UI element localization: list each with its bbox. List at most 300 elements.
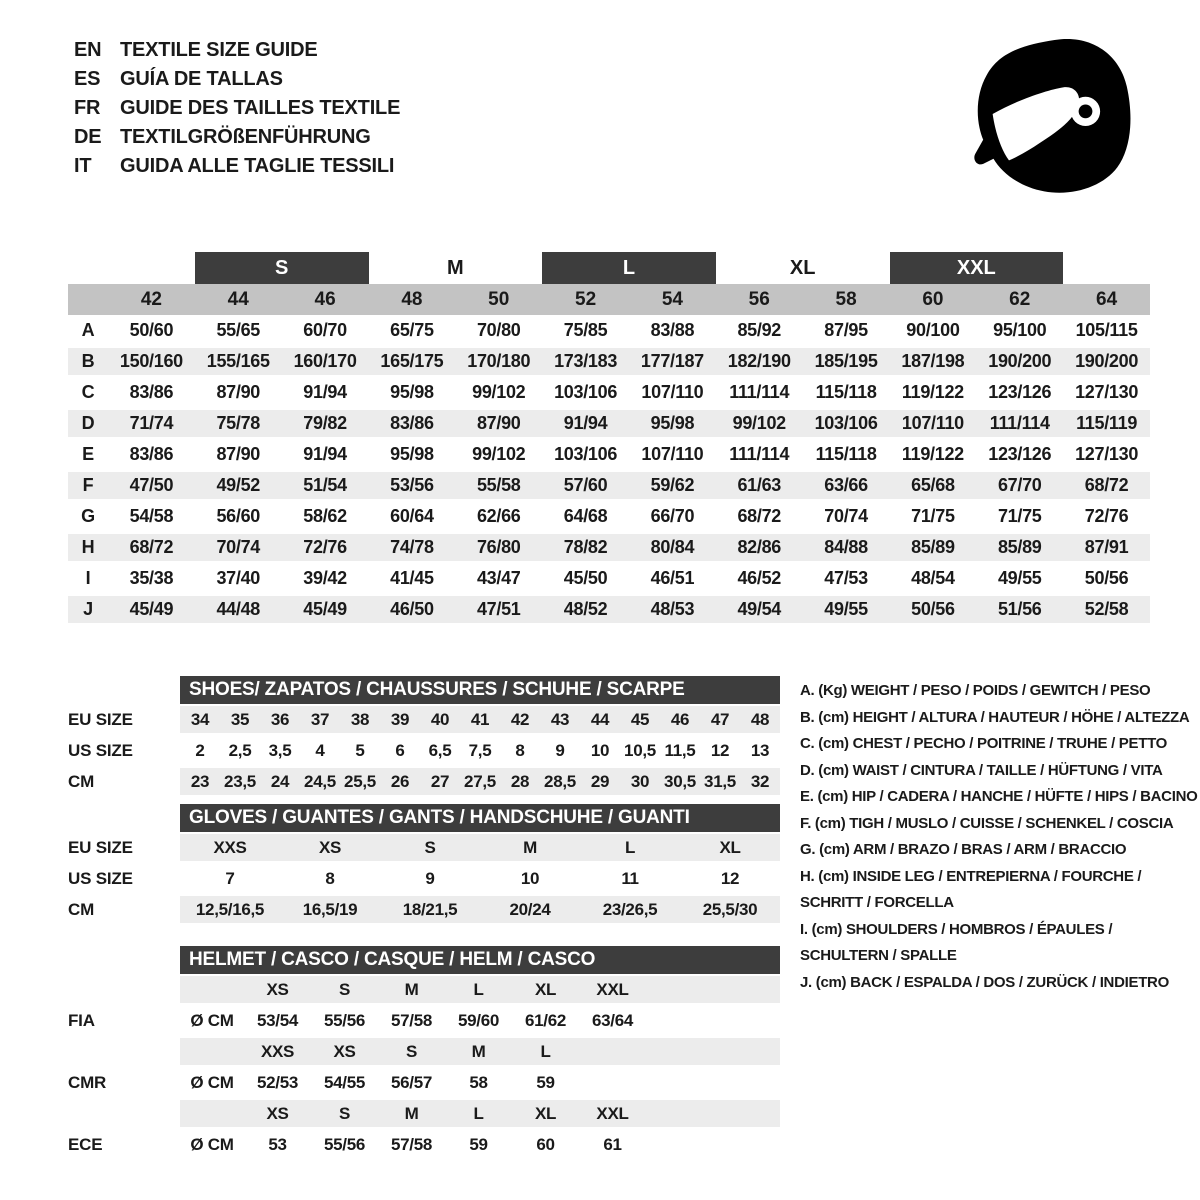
measure-row: [68, 501, 1150, 532]
measure-value: 67/70: [997, 475, 1042, 495]
legend-line: SCHULTERN / SPALLE: [800, 947, 957, 964]
size-number-band: [68, 284, 1150, 315]
measure-value: 55/58: [476, 475, 521, 495]
value-cell: 27: [430, 771, 450, 791]
value-cell: 9: [425, 868, 435, 888]
measure-value: 68/72: [737, 506, 782, 526]
measure-value: 50/56: [911, 599, 955, 619]
value-cell: 28,5: [544, 771, 576, 791]
measure-value: 91/94: [303, 444, 347, 464]
measure-value: 45/49: [303, 599, 347, 619]
measure-value: 49/55: [824, 599, 868, 619]
textile-size-table: [68, 252, 1150, 625]
language-code: IT: [74, 155, 92, 177]
legend-line: F. (cm) TIGH / MUSLO / CUISSE / SCHENKEL / COSCIA: [800, 814, 1174, 832]
measure-value: 46/50: [390, 599, 434, 619]
measure-value: 111/114: [989, 413, 1050, 433]
measure-value: 61/63: [737, 475, 782, 495]
language-code: FR: [74, 97, 101, 119]
value-cell: 5: [355, 740, 365, 760]
legend-line: J. (cm) BACK / ESPALDA / DOS / ZURÜCK / INDIETRO: [800, 973, 1169, 991]
measure-value: 99/102: [472, 382, 526, 402]
value-cell: 4: [315, 740, 325, 760]
value-cell: 10: [590, 740, 610, 760]
value-cell: 7,5: [468, 740, 492, 760]
value-cell: 38: [350, 709, 370, 729]
value-cell: 31,5: [704, 771, 736, 791]
size-number: 64: [1096, 288, 1118, 310]
measure-value: 60/70: [303, 320, 347, 340]
row-letter: G: [81, 506, 95, 526]
measure-value: 83/88: [650, 320, 695, 340]
value-cell: L: [473, 979, 484, 999]
measure-value: 95/98: [650, 413, 695, 433]
value-cell: 59: [469, 1134, 488, 1154]
value-cell: 57/58: [390, 1010, 433, 1030]
row-cells: [180, 894, 780, 925]
guide-title: GUIDE DES TAILLES TEXTILE: [120, 97, 401, 119]
row-cells: [180, 735, 780, 766]
unit-cell: Ø CM: [190, 1134, 234, 1154]
measure-value: 58/62: [303, 506, 347, 526]
row-label: FIA: [68, 1010, 95, 1030]
measure-value: 105/115: [1075, 320, 1138, 340]
size-number: 42: [140, 288, 162, 310]
measure-value: 177/187: [640, 351, 704, 371]
row-cells: [180, 766, 780, 797]
value-cell: 47: [710, 709, 730, 729]
legend-line: G. (cm) ARM / BRAZO / BRAS / ARM / BRACCIO: [800, 841, 1127, 858]
measure-value: 48/54: [911, 568, 955, 588]
gloves-size-table: [68, 804, 780, 925]
measure-value: 65/75: [390, 320, 434, 340]
measure-value: 87/95: [824, 320, 868, 340]
value-cell: 36: [270, 709, 290, 729]
value-cell: 8: [325, 868, 335, 888]
value-cell: 18/21,5: [402, 899, 458, 919]
measure-value: 150/160: [119, 351, 183, 371]
value-cell: 24: [270, 771, 290, 791]
gloves-table-title: GLOVES / GUANTES / GANTS / HANDSCHUHE / GUANTI: [180, 804, 780, 832]
value-cell: 41: [470, 709, 490, 729]
measure-value: 51/56: [997, 599, 1042, 619]
value-cell: 52/53: [256, 1072, 299, 1092]
row-label: [68, 1036, 180, 1067]
helmet-table-title: HELMET / CASCO / CASQUE / HELM / CASCO: [180, 946, 780, 974]
row-cells: [180, 1067, 780, 1098]
row-label: ECE: [68, 1134, 103, 1154]
value-cell: 7: [225, 868, 235, 888]
measure-value: 87/91: [1084, 537, 1129, 557]
measure-value: 190/200: [988, 351, 1052, 371]
measure-value: 49/52: [216, 475, 261, 495]
value-cell: 10: [520, 868, 540, 888]
size-group-header: [68, 252, 1150, 284]
unit-cell: Ø CM: [190, 1072, 234, 1092]
language-row: [74, 123, 400, 152]
language-code: EN: [74, 39, 102, 61]
value-cell: 53: [268, 1134, 287, 1154]
language-code: DE: [74, 126, 102, 148]
measure-value: 107/110: [901, 413, 964, 433]
value-cell: 46: [670, 709, 690, 729]
measure-value: 123/126: [988, 444, 1052, 464]
measure-row: [68, 470, 1150, 501]
helmet-size-table: [68, 946, 780, 1160]
measure-value: 80/84: [650, 537, 695, 557]
measure-value: 70/74: [216, 537, 261, 557]
value-cell: 10,5: [624, 740, 656, 760]
row-label: US SIZE: [68, 740, 133, 760]
measure-value: 127/130: [1075, 382, 1139, 402]
size-group-xxl: XXL: [890, 252, 1064, 284]
value-cell: 55/56: [323, 1134, 366, 1154]
size-number: 58: [835, 288, 857, 310]
value-cell: 63/64: [591, 1010, 634, 1030]
value-cell: S: [405, 1041, 418, 1061]
value-cell: 55/56: [323, 1010, 366, 1030]
measure-value: 49/54: [737, 599, 782, 619]
size-number: 46: [314, 288, 336, 310]
language-row: [74, 94, 400, 123]
measure-value: 83/86: [390, 413, 434, 433]
measure-value: 43/47: [476, 568, 521, 588]
measure-value: 66/70: [650, 506, 695, 526]
value-cell: 11: [621, 868, 639, 888]
size-number: 48: [401, 288, 423, 310]
racing-helmet-icon: [972, 26, 1144, 208]
value-cell: XS: [318, 837, 342, 857]
measure-value: 68/72: [129, 537, 174, 557]
measurement-legend: [800, 678, 1198, 996]
measure-value: 50/60: [129, 320, 174, 340]
value-cell: 6,5: [428, 740, 452, 760]
size-number: 62: [1009, 288, 1031, 310]
measure-value: 103/106: [814, 413, 878, 433]
value-cell: 12: [710, 740, 730, 760]
value-cell: XL: [534, 1103, 557, 1123]
guide-title: TEXTILGRÖßENFÜHRUNG: [120, 126, 371, 148]
value-cell: 25,5/30: [702, 899, 758, 919]
measure-value: 87/90: [216, 382, 261, 402]
measure-row: [68, 563, 1150, 594]
language-row: [74, 152, 400, 181]
legend-line: A. (Kg) WEIGHT / PESO / POIDS / GEWITCH / PESO: [800, 682, 1151, 699]
value-cell: 16,5/19: [302, 899, 358, 919]
guide-title: GUIDA ALLE TAGLIE TESSILI: [120, 155, 395, 177]
value-cell: S: [424, 837, 436, 857]
language-code: ES: [74, 68, 101, 90]
value-cell: 53/54: [256, 1010, 299, 1030]
measure-value: 119/122: [901, 382, 964, 402]
measure-row: [68, 346, 1150, 377]
value-cell: XXS: [260, 1041, 295, 1061]
row-cells: [180, 1005, 780, 1036]
measure-value: 44/48: [216, 599, 261, 619]
value-cell: 6: [395, 740, 405, 760]
measure-value: 155/165: [206, 351, 270, 371]
row-label: EU SIZE: [68, 709, 133, 729]
value-cell: 35: [230, 709, 250, 729]
measure-value: 103/106: [554, 444, 618, 464]
measure-value: 63/66: [824, 475, 868, 495]
value-cell: 8: [515, 740, 525, 760]
measure-value: 83/86: [129, 444, 174, 464]
value-cell: 23,5: [224, 771, 256, 791]
row-cells: [180, 704, 780, 735]
measure-value: 47/53: [824, 568, 868, 588]
value-cell: 45: [630, 709, 650, 729]
measure-value: 107/110: [641, 382, 704, 402]
measure-value: 185/195: [814, 351, 878, 371]
measure-value: 49/55: [997, 568, 1042, 588]
value-cell: 28: [510, 771, 530, 791]
measure-value: 68/72: [1084, 475, 1129, 495]
row-letter: D: [81, 413, 95, 433]
row-label: EU SIZE: [68, 837, 133, 857]
measure-value: 55/65: [216, 320, 261, 340]
value-cell: 24,5: [304, 771, 336, 791]
row-cells: [180, 1036, 780, 1067]
value-cell: M: [471, 1041, 486, 1061]
measure-value: 99/102: [472, 444, 526, 464]
measure-value: 173/183: [554, 351, 618, 371]
value-cell: 13: [750, 740, 770, 760]
measure-value: 41/45: [390, 568, 434, 588]
row-label: CM: [68, 771, 95, 791]
measure-value: 91/94: [563, 413, 608, 433]
measure-value: 53/56: [390, 475, 434, 495]
value-cell: 27,5: [464, 771, 496, 791]
measure-value: 60/64: [390, 506, 434, 526]
value-cell: 44: [590, 709, 610, 729]
value-cell: XXS: [213, 837, 247, 857]
value-cell: 48: [750, 709, 770, 729]
value-cell: 61/62: [524, 1010, 567, 1030]
value-cell: 42: [510, 709, 530, 729]
measure-value: 95/98: [390, 382, 434, 402]
measure-value: 165/175: [380, 351, 444, 371]
measure-value: 119/122: [901, 444, 964, 464]
value-cell: 60: [536, 1134, 555, 1154]
measure-value: 87/90: [476, 413, 521, 433]
measure-value: 115/119: [1076, 413, 1138, 433]
row-cells: [180, 863, 780, 894]
measure-value: 99/102: [732, 413, 786, 433]
legend-line: H. (cm) INSIDE LEG / ENTREPIERNA / FOURCHE /: [800, 867, 1142, 885]
measure-value: 72/76: [303, 537, 347, 557]
measure-value: 87/90: [216, 444, 261, 464]
measure-value: 85/89: [997, 537, 1042, 557]
measure-value: 160/170: [293, 351, 357, 371]
measure-value: 48/53: [650, 599, 695, 619]
value-cell: 25,5: [344, 771, 376, 791]
measure-value: 115/118: [815, 444, 877, 464]
value-cell: L: [473, 1103, 484, 1123]
measure-value: 111/114: [729, 382, 790, 402]
row-cells: [180, 1098, 780, 1129]
size-number: 54: [661, 288, 683, 310]
value-cell: 9: [555, 740, 565, 760]
measure-value: 90/100: [906, 320, 960, 340]
row-cells: [180, 1129, 780, 1160]
measure-value: 51/54: [303, 475, 347, 495]
band-corner: [68, 284, 108, 315]
measure-value: 83/86: [129, 382, 174, 402]
measure-value: 74/78: [390, 537, 434, 557]
value-cell: 34: [190, 709, 210, 729]
value-cell: XL: [719, 837, 741, 857]
value-cell: M: [404, 979, 419, 999]
measure-value: 115/118: [815, 382, 877, 402]
legend-line: D. (cm) WAIST / CINTURA / TAILLE / HÜFTUNG / VITA: [800, 761, 1163, 779]
measure-value: 190/200: [1075, 351, 1139, 371]
value-cell: 54/55: [323, 1072, 366, 1092]
guide-title: TEXTILE SIZE GUIDE: [120, 39, 318, 61]
measure-value: 50/56: [1084, 568, 1129, 588]
value-cell: 61: [603, 1134, 622, 1154]
row-letter: F: [82, 475, 94, 495]
value-cell: 40: [430, 709, 450, 729]
measure-value: 91/94: [303, 382, 347, 402]
row-label: [68, 1098, 180, 1129]
value-cell: 32: [750, 771, 770, 791]
value-cell: XL: [534, 979, 557, 999]
measure-value: 82/86: [737, 537, 782, 557]
measure-value: 111/114: [729, 444, 790, 464]
size-number: 60: [922, 288, 944, 310]
measure-value: 52/58: [1084, 599, 1129, 619]
measure-row: [68, 315, 1150, 346]
legend-line: SCHRITT / FORCELLA: [800, 894, 954, 911]
value-cell: 26: [390, 771, 410, 791]
language-row: [74, 36, 400, 65]
size-group-l: L: [542, 252, 716, 284]
measure-value: 78/82: [563, 537, 608, 557]
measure-value: 103/106: [554, 382, 618, 402]
measure-value: 85/92: [737, 320, 782, 340]
value-cell: 59: [536, 1072, 555, 1092]
value-cell: 3,5: [268, 740, 292, 760]
measure-value: 95/100: [993, 320, 1047, 340]
row-letter: J: [83, 599, 93, 619]
value-cell: XXL: [596, 1103, 629, 1123]
size-group-s: S: [195, 252, 369, 284]
value-cell: 20/24: [509, 899, 551, 919]
row-label: CMR: [68, 1072, 107, 1092]
measure-row: [68, 377, 1150, 408]
row-label: [68, 974, 180, 1005]
measure-value: 46/52: [737, 568, 782, 588]
unit-cell: Ø CM: [190, 1010, 234, 1030]
measure-value: 37/40: [216, 568, 261, 588]
measure-value: 47/51: [476, 599, 521, 619]
value-cell: 58: [469, 1072, 488, 1092]
size-number: 52: [575, 288, 597, 310]
measure-value: 182/190: [727, 351, 791, 371]
measure-value: 79/82: [303, 413, 347, 433]
size-number: 44: [227, 288, 249, 310]
value-cell: 2: [195, 740, 205, 760]
measure-value: 45/50: [563, 568, 608, 588]
guide-title: GUÍA DE TALLAS: [120, 68, 283, 90]
size-number: 56: [748, 288, 770, 310]
value-cell: M: [404, 1103, 419, 1123]
measure-value: 62/66: [476, 506, 521, 526]
measure-value: 35/38: [129, 568, 174, 588]
value-cell: S: [338, 1103, 351, 1123]
measure-value: 48/52: [563, 599, 608, 619]
measure-value: 95/98: [390, 444, 434, 464]
legend-line: B. (cm) HEIGHT / ALTURA / HAUTEUR / HÖHE / ALTEZZA: [800, 708, 1190, 726]
row-label: US SIZE: [68, 868, 133, 888]
language-title-block: [74, 36, 400, 181]
measure-value: 59/62: [650, 475, 695, 495]
measure-value: 72/76: [1084, 506, 1129, 526]
size-group-xl: XL: [789, 256, 816, 279]
row-letter: H: [81, 537, 95, 557]
measure-value: 76/80: [476, 537, 521, 557]
measure-value: 57/60: [563, 475, 608, 495]
measurement-rows: [68, 315, 1150, 625]
measure-value: 56/60: [216, 506, 261, 526]
value-cell: 11,5: [664, 740, 696, 760]
measure-value: 75/85: [563, 320, 608, 340]
measure-row: [68, 439, 1150, 470]
row-letter: I: [85, 568, 91, 588]
legend-line: E. (cm) HIP / CADERA / HANCHE / HÜFTE / HIPS / BACINO: [800, 788, 1198, 805]
value-cell: XS: [266, 1103, 289, 1123]
value-cell: XXL: [596, 979, 629, 999]
shoes-size-table: [68, 676, 780, 797]
value-cell: 56/57: [390, 1072, 433, 1092]
measure-value: 85/89: [911, 537, 955, 557]
row-letter: E: [82, 444, 94, 464]
value-cell: 43: [550, 709, 570, 729]
value-cell: 30: [630, 771, 650, 791]
measure-row: [68, 408, 1150, 439]
measure-value: 46/51: [650, 568, 695, 588]
value-cell: 30,5: [664, 771, 696, 791]
value-cell: M: [523, 837, 537, 857]
measure-row: [68, 594, 1150, 625]
value-cell: 12: [720, 868, 740, 888]
measure-value: 71/74: [129, 413, 174, 433]
value-cell: 57/58: [390, 1134, 433, 1154]
value-cell: L: [540, 1041, 551, 1061]
value-cell: 59/60: [457, 1010, 500, 1030]
value-cell: 23: [190, 771, 210, 791]
size-number: 50: [488, 288, 510, 310]
measure-row: [68, 532, 1150, 563]
measure-value: 170/180: [467, 351, 531, 371]
measure-value: 39/42: [303, 568, 347, 588]
measure-value: 65/68: [911, 475, 955, 495]
legend-line: C. (cm) CHEST / PECHO / POITRINE / TRUHE / PETTO: [800, 735, 1168, 752]
row-cells: [180, 974, 780, 1005]
value-cell: 12,5/16,5: [195, 899, 265, 919]
value-cell: 2,5: [228, 740, 252, 760]
racing-helmet-svg: [972, 26, 1144, 208]
value-cell: 39: [390, 709, 410, 729]
row-label: CM: [68, 899, 95, 919]
measure-value: 47/50: [129, 475, 174, 495]
legend-line: I. (cm) SHOULDERS / HOMBROS / ÉPAULES /: [800, 920, 1113, 938]
shoes-table-title: SHOES/ ZAPATOS / CHAUSSURES / SCHUHE / SCARPE: [180, 676, 780, 704]
measure-value: 107/110: [641, 444, 704, 464]
value-cell: 23/26,5: [602, 899, 658, 919]
measure-value: 84/88: [824, 537, 868, 557]
